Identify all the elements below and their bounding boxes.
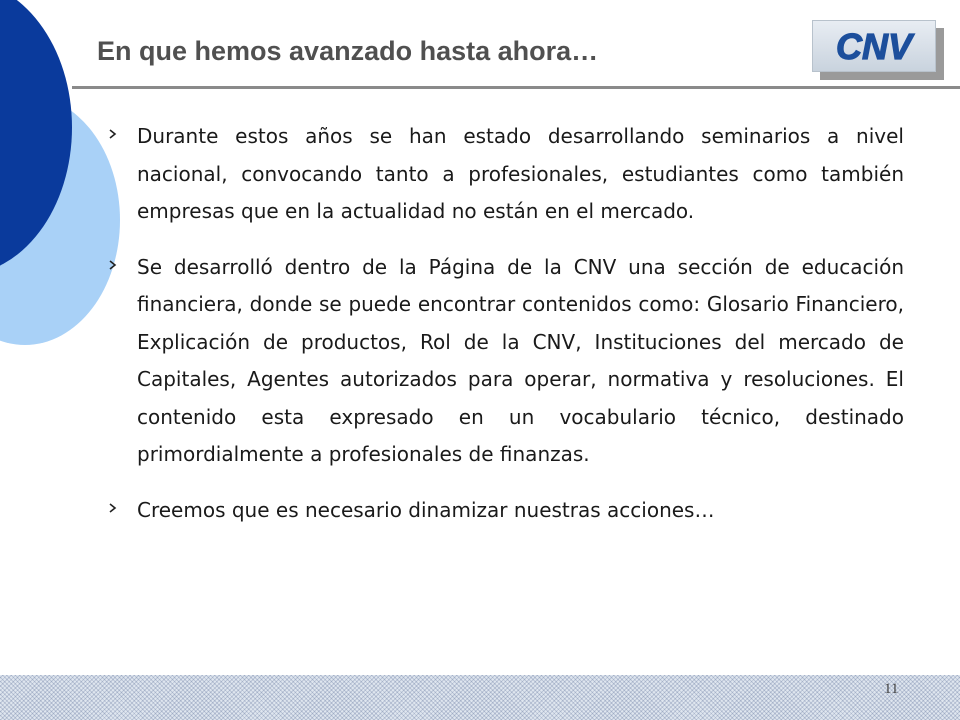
bullet-text: Durante estos años se han estado desarrollando seminarios a nivel nacional, convocando tanto a profesionales, estudiantes como también empresas que en la actualidad no están en el mercado.	[137, 124, 904, 223]
list-item	[108, 492, 904, 530]
slide-title: En que hemos avanzado hasta ahora…	[97, 36, 599, 66]
cnv-logo-text: CNV	[835, 27, 913, 67]
chevron-right-icon	[108, 503, 118, 513]
chevron-right-icon	[108, 260, 118, 270]
page-number: 11	[884, 681, 899, 697]
chevron-right-icon	[108, 129, 118, 139]
cnv-logo	[812, 20, 944, 80]
bullet-text: Creemos que es necesario dinamizar nuestras acciones…	[137, 497, 715, 522]
list-item	[108, 118, 904, 231]
bullet-list	[108, 118, 904, 547]
cnv-logo-mark	[820, 27, 928, 67]
title-divider	[72, 86, 960, 89]
list-item	[108, 249, 904, 474]
bullet-text: Se desarrolló dentro de la Página de la CNV una sección de educación financiera, donde se puede encontrar contenidos como: Glosario Financiero, Explicación de productos, Rol de la CNV, Instituciones del mercado de Capitales, Agentes autorizados para operar, normativa y resoluciones. El contenido esta expresado en un vocabulario técnico, destinado primordialmente a profesionales de finanzas.	[137, 254, 904, 466]
footer-band	[0, 675, 960, 720]
